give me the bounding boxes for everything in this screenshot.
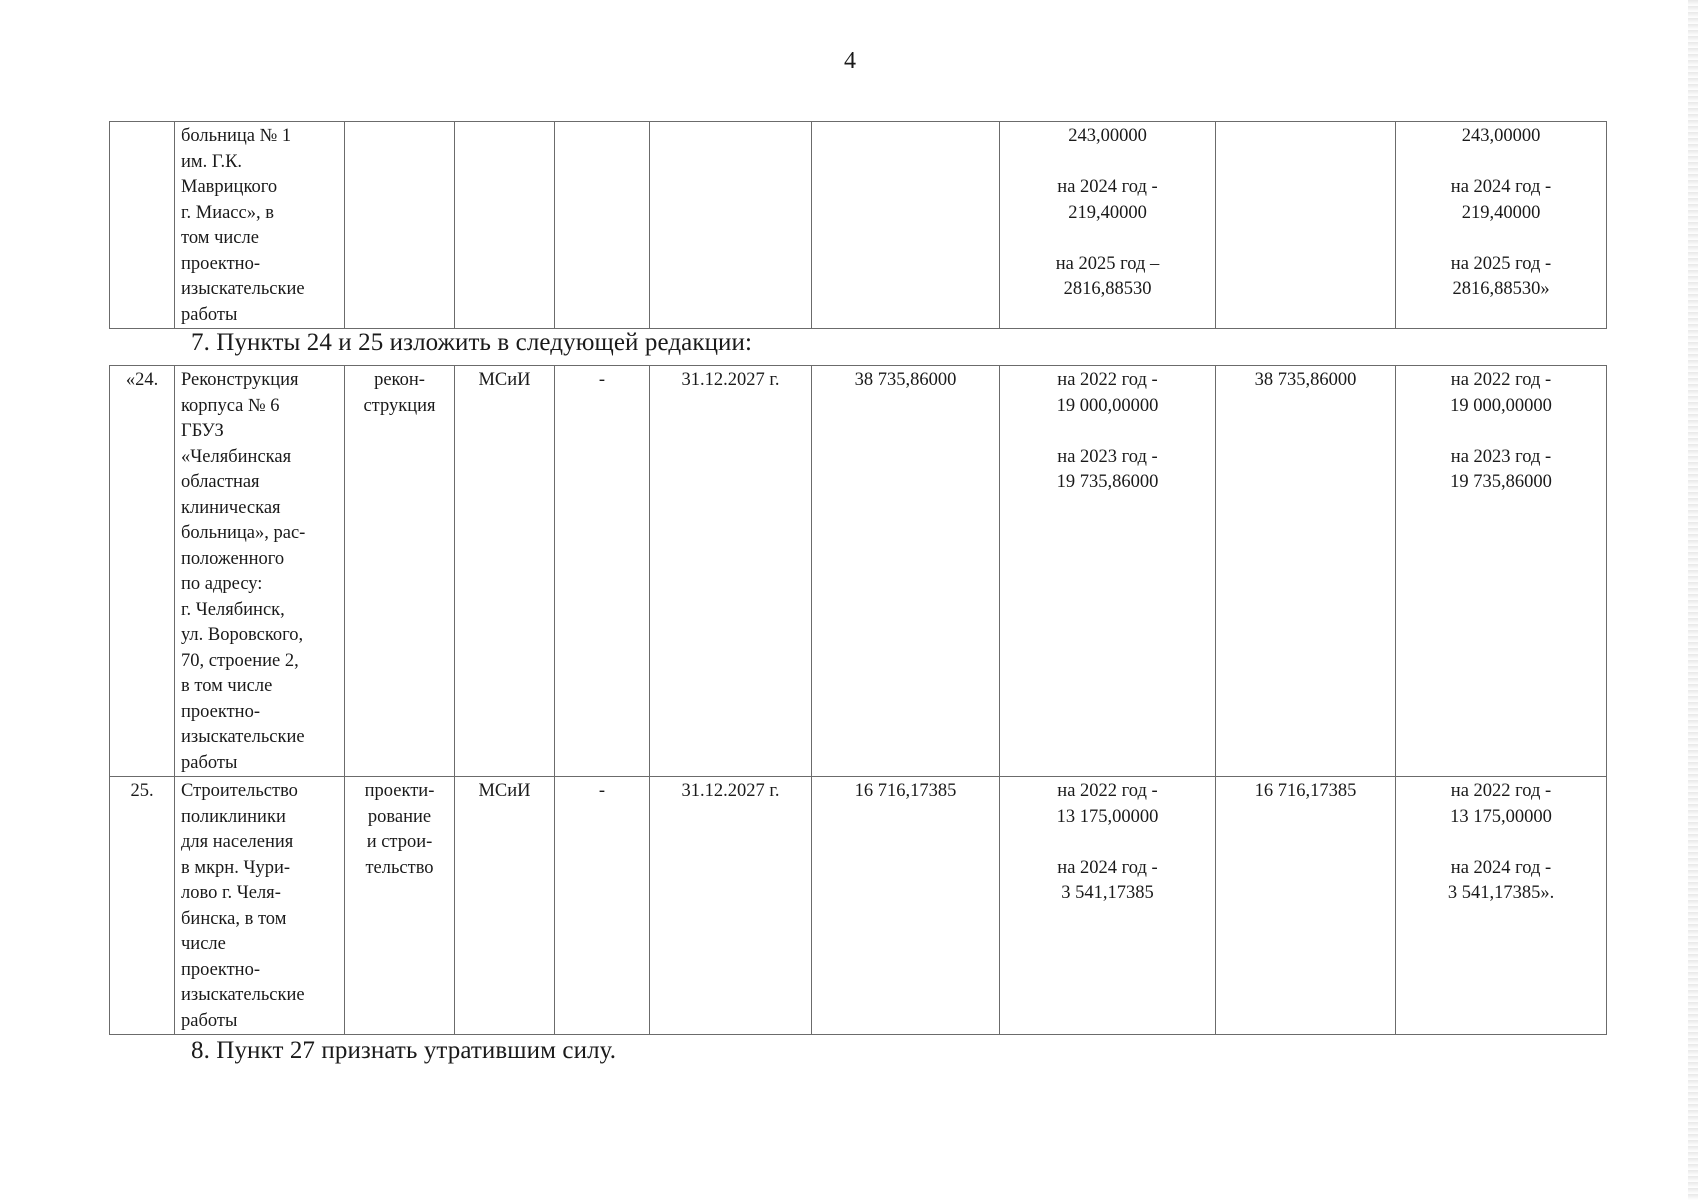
cell-text-line: корпуса № 6	[181, 395, 280, 416]
cell-text-line: 219,40000	[1461, 202, 1541, 223]
total-cost-cell: 16 716,17385	[812, 777, 1000, 1035]
cell-text-line: на 2024 год -	[1450, 177, 1552, 197]
cell-text-line: проектно-	[181, 701, 260, 722]
cell-text-line: по адресу:	[181, 574, 263, 594]
cell-text-line: 19 735,86000	[1450, 472, 1552, 492]
total-cost-cell	[812, 122, 1000, 329]
work-type-cell	[345, 366, 455, 777]
cell-text-line: на 2022 год -	[1057, 370, 1158, 390]
cell-text-line: г. Челябинск,	[181, 599, 285, 620]
table-row	[110, 122, 1607, 329]
cell-text-line: на 2025 год -	[1450, 253, 1552, 274]
paragraph-8: 8. Пункт 27 признать утратившим силу.	[191, 1037, 617, 1064]
cell-text-line: тельство	[365, 857, 434, 878]
work-type-cell	[345, 777, 455, 1035]
amount-cell: 38 735,86000	[1216, 366, 1396, 777]
cell-text-line: им. Г.К.	[181, 151, 243, 172]
cell-text-line: в мкрн. Чури-	[181, 857, 291, 878]
cell-text-line: 13 175,00000	[1450, 806, 1552, 827]
object-name-cell	[175, 122, 345, 329]
cell-text-line: 19 000,00000	[1056, 395, 1159, 416]
amended-items-table	[109, 365, 1607, 1035]
cell-text-line: 3 541,17385	[1061, 883, 1154, 903]
paragraph-7: 7. Пункты 24 и 25 изложить в следующей редакции:	[191, 329, 753, 356]
cell-text-line: 2816,88530	[1063, 279, 1152, 299]
funding-by-year-cell	[1000, 366, 1216, 777]
number-cell	[110, 122, 175, 329]
object-name-cell	[175, 366, 345, 777]
object-name-cell	[175, 777, 345, 1035]
cell-text-line: положенного	[181, 548, 285, 569]
cell-text-line: работы	[181, 304, 238, 325]
cell-text-line: изыскательские	[181, 279, 305, 299]
dash-cell: -	[555, 777, 650, 1035]
distribution-by-year-cell	[1396, 366, 1607, 777]
continuation-table	[109, 121, 1607, 329]
cell-text-line: на 2022 год -	[1057, 781, 1158, 801]
cell-text-line: 2816,88530»	[1452, 279, 1550, 299]
cell-text-line: рование	[367, 806, 432, 827]
cell-text-line: работы	[181, 752, 238, 773]
customer-cell	[455, 122, 555, 329]
cell-text-line: лово г. Челя-	[181, 883, 281, 903]
cell-text-line: ГБУЗ	[181, 421, 224, 441]
cell-text-line: и строи-	[366, 832, 433, 852]
amount-cell	[1216, 122, 1396, 329]
cell-text-line: Строительство	[181, 781, 298, 801]
customer-cell: МСиИ	[455, 366, 555, 777]
cell-text-line: на 2022 год -	[1450, 370, 1552, 390]
cell-text-line: в том числе	[181, 676, 273, 696]
customer-cell: МСиИ	[455, 777, 555, 1035]
number-cell: 25.	[110, 777, 175, 1035]
blank-line	[1002, 226, 1213, 252]
distribution-by-year-cell	[1396, 777, 1607, 1035]
cell-text-line: том числе	[181, 228, 259, 248]
cell-text-line: ул. Воровского,	[181, 625, 304, 645]
total-cost-cell: 38 735,86000	[812, 366, 1000, 777]
blank-line	[1398, 830, 1604, 856]
funding-by-year-cell	[1000, 777, 1216, 1035]
cell-text-line: на 2024 год -	[1057, 177, 1158, 197]
dash-cell	[555, 122, 650, 329]
cell-text-line: на 2024 год -	[1057, 857, 1158, 878]
cell-text-line: рекон-	[374, 370, 425, 390]
blank-line	[1002, 150, 1213, 176]
blank-line	[1398, 419, 1604, 445]
deadline-cell: 31.12.2027 г.	[650, 777, 812, 1035]
table-row	[110, 777, 1607, 1035]
cell-text-line: 243,00000	[1461, 126, 1541, 146]
cell-text-line: на 2023 год -	[1057, 446, 1158, 467]
cell-text-line: 19 000,00000	[1450, 395, 1552, 416]
number-cell: «24.	[110, 366, 175, 777]
cell-text-line: проектно-	[181, 959, 260, 980]
dash-cell: -	[555, 366, 650, 777]
cell-text-line: г. Миасс», в	[181, 202, 274, 223]
blank-line	[1398, 226, 1604, 252]
cell-text-line: 243,00000	[1068, 126, 1147, 146]
cell-text-line: на 2023 год -	[1450, 446, 1552, 467]
cell-text-line: «Челябинская	[181, 446, 292, 467]
cell-text-line: больница», рас-	[181, 523, 306, 543]
cell-text-line: струкция	[363, 395, 436, 416]
cell-text-line: областная	[181, 472, 260, 492]
cell-text-line: поликлиники	[181, 806, 286, 827]
cell-text-line: 219,40000	[1068, 202, 1147, 223]
amount-cell: 16 716,17385	[1216, 777, 1396, 1035]
page-number: 4	[844, 48, 856, 74]
blank-line	[1398, 150, 1604, 176]
cell-text-line: работы	[181, 1010, 238, 1031]
cell-text-line: 13 175,00000	[1056, 806, 1159, 827]
cell-text-line: клиническая	[181, 497, 281, 518]
cell-text-line: на 2025 год –	[1055, 253, 1160, 274]
scan-edge	[1688, 0, 1698, 1200]
work-type-cell	[345, 122, 455, 329]
cell-text-line: 19 735,86000	[1056, 472, 1159, 492]
cell-text-line: для населения	[181, 832, 294, 852]
cell-text-line: Реконструкция	[181, 370, 299, 390]
blank-line	[1002, 830, 1213, 856]
cell-text-line: проекти-	[364, 781, 435, 801]
cell-text-line: Маврицкого	[181, 177, 278, 197]
cell-text-line: изыскательские	[181, 727, 305, 747]
cell-text-line: 70, строение 2,	[181, 650, 299, 671]
cell-text-line: числе	[181, 934, 226, 954]
blank-line	[1002, 419, 1213, 445]
cell-text-line: бинска, в том	[181, 908, 287, 929]
deadline-cell: 31.12.2027 г.	[650, 366, 812, 777]
cell-text-line: на 2022 год -	[1450, 781, 1552, 801]
cell-text-line: больница № 1	[181, 126, 292, 146]
deadline-cell	[650, 122, 812, 329]
funding-by-year-cell	[1000, 122, 1216, 329]
cell-text-line: проектно-	[181, 253, 260, 274]
cell-text-line: изыскательские	[181, 985, 305, 1005]
cell-text-line: 3 541,17385».	[1447, 883, 1555, 903]
cell-text-line: на 2024 год -	[1450, 857, 1552, 878]
distribution-by-year-cell	[1396, 122, 1607, 329]
table-row	[110, 366, 1607, 777]
